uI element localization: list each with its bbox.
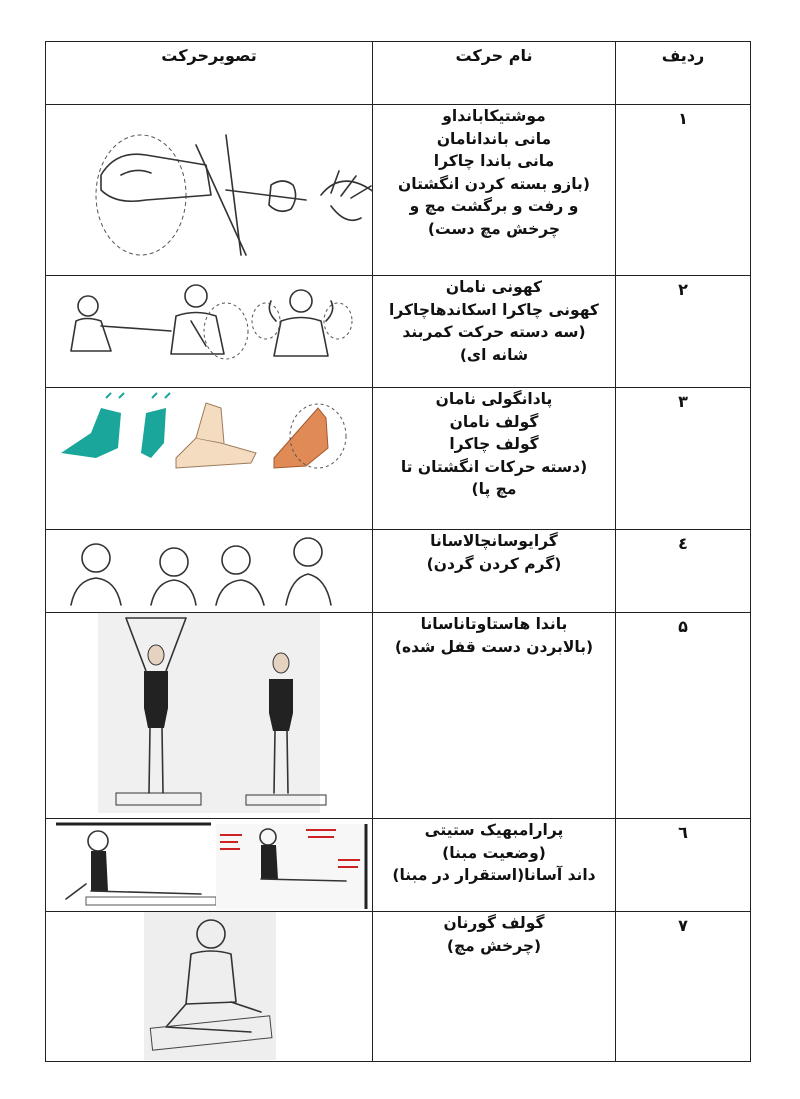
movements-table [45,41,751,1062]
row-4-name: گرایوسانچالاسانا (گرم کردن گردن) [373,530,616,613]
row-4-image [46,530,373,613]
row-3-number: ۳ [616,388,751,530]
shoulder-rotation-illustration [46,276,373,387]
header-row [46,42,751,105]
base-seated-posture-illustration [46,819,373,911]
row-6-image [46,819,373,912]
row-2-image [46,276,373,388]
row-7-number: ۷ [616,912,751,1062]
table-row [46,276,751,388]
row-7-image [46,912,373,1062]
header-image: تصویرحرکت [46,42,373,105]
row-5-number: ۵ [616,613,751,819]
wrist-fist-illustration [46,105,373,275]
row-2-name: کهونی نامان کهونی چاکرا اسکاندهاچاکرا (سه دسته حرکت کمربند شانه ای) [373,276,616,388]
table-row [46,912,751,1062]
neck-warmup-illustration [46,530,373,612]
foot-toes-illustration [46,388,373,529]
row-5-name: باندا هاستاوتاناسانا (بالابردن دست قفل شده) [373,613,616,819]
row-1-image [46,105,373,276]
table-row [46,388,751,530]
row-6-name: پرارامبهیک ستیتی (وضعیت مبنا) داند آسانا(استقرار در مبنا) [373,819,616,912]
row-3-name: پادانگولی نامان گولف نامان گولف چاکرا (دسته حرکات انگشتان تا مچ پا) [373,388,616,530]
row-7-name: گولف گورنان (چرخش مچ) [373,912,616,1062]
raised-locked-hands-illustration [46,613,373,818]
row-6-number: ٦ [616,819,751,912]
table-row [46,819,751,912]
row-5-image [46,613,373,819]
row-1-number: ۱ [616,105,751,276]
table-row [46,105,751,276]
header-name: نام حرکت [373,42,616,105]
header-row-number: ردیف [616,42,751,105]
table-row [46,613,751,819]
row-1-name: موشتیکابانداو مانی باندانامان مانی باندا چاکرا (بازو بسته کردن انگشتان و رفت و برگشت مچ و چرخش مچ دست) [373,105,616,276]
row-4-number: ٤ [616,530,751,613]
table-row [46,530,751,613]
row-3-image [46,388,373,530]
ankle-rotation-illustration [46,912,373,1061]
row-2-number: ۲ [616,276,751,388]
